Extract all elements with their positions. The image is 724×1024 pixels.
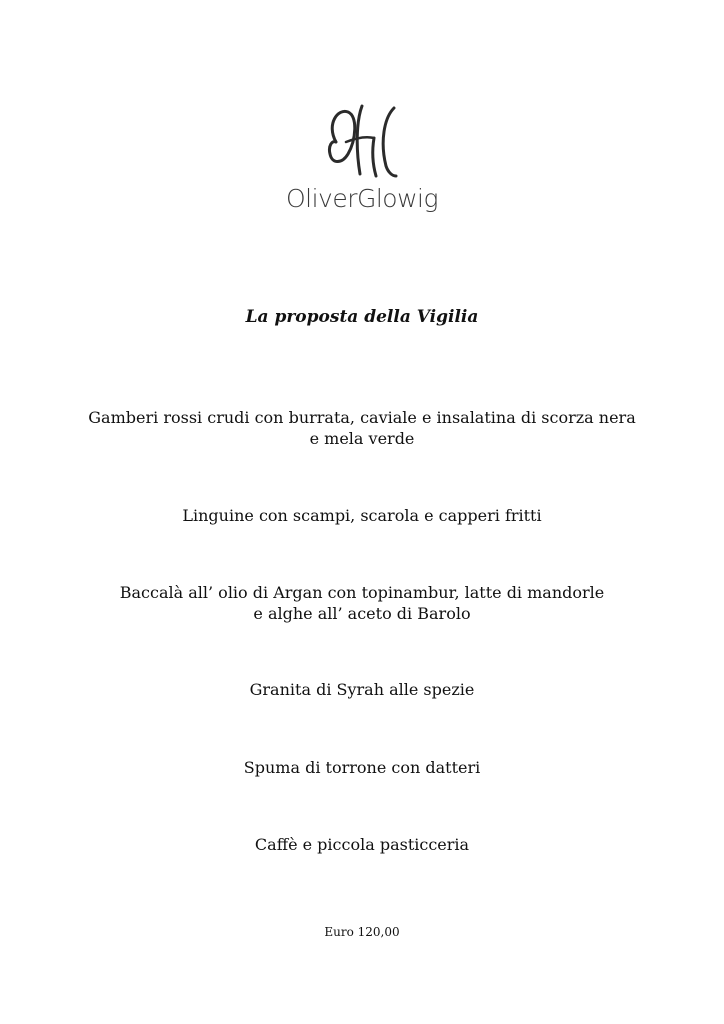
course-6 <box>60 834 664 855</box>
course-line: Granita di Syrah alle spezie <box>249 680 475 699</box>
logo-wordmark: OliverGlowig <box>285 184 439 213</box>
course-3 <box>60 582 664 624</box>
course-line: e alghe all’ aceto di Barolo <box>253 604 471 623</box>
course-line: Linguine con scampi, scarola e capperi fritti <box>182 506 542 525</box>
course-2 <box>60 505 664 526</box>
course-line: Spuma di torrone con datteri <box>243 758 481 777</box>
monogram-logo-icon <box>322 102 402 180</box>
course-line: Caffè e piccola pasticceria <box>254 835 470 854</box>
course-1 <box>60 407 664 449</box>
menu-title: La proposta della Vigilia <box>245 307 479 327</box>
menu-price: Euro 120,00 <box>324 925 400 939</box>
course-line: e mela verde <box>309 429 415 448</box>
course-line: Gamberi rossi crudi con burrata, caviale e insalatina di scorza nera <box>88 408 636 427</box>
course-line: Baccalà all’ olio di Argan con topinambur, latte di mandorle <box>119 583 605 602</box>
course-4 <box>60 679 664 700</box>
restaurant-logo <box>0 96 724 222</box>
course-5 <box>60 757 664 778</box>
